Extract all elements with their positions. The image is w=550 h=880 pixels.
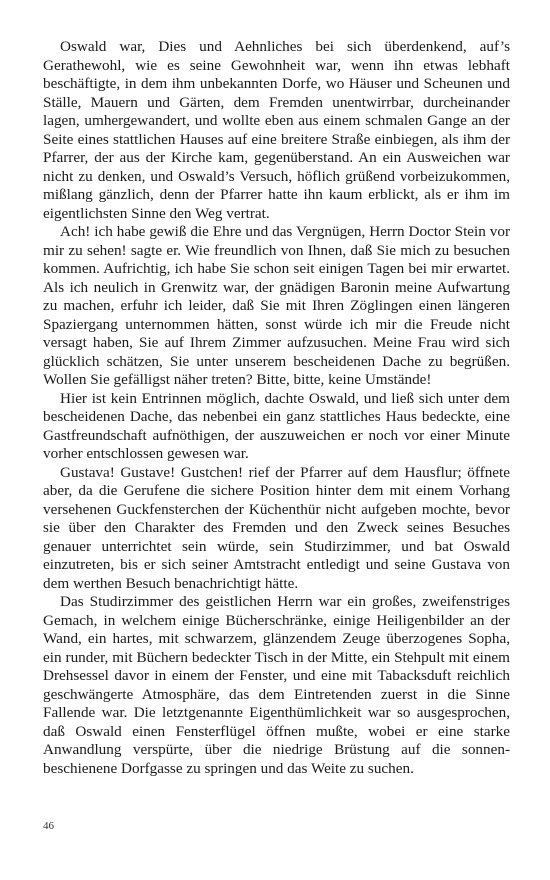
paragraph: Hier ist kein Entrinnen möglich, dachte Oswald, und ließ sich unter dem bescheidenen Dache, das nebenbei ein ganz stattliches Haus bedeckte, eine Gastfreundschaft aufnöthigen, der auszuweichen er noch vor einer Minute vorher entschlossen gewesen war.: [43, 389, 510, 462]
body-text: [43, 38, 510, 778]
paragraph: Oswald war, Dies und Aehnliches bei sich überdenkend, auf’s Gerathewohl, wie es seine Gewohnheit war, wenn ihn etwas lebhaft beschäftigte, in dem ihm unbekannten Dorfe, wo Häuser und Scheunen und Ställe, Mauern und Gärten, dem Fremden unentwirrbar, durcheinander lagen, umhergewandert, und wollte eben aus einem schmalen Gange an der Seite eines stattlichen Hauses auf eine breitere Straße einbiegen, als ihm der Pfarrer, der aus der Kirche kam, gegenüberstand. An ein Ausweichen war nicht zu denken, und Oswald’s Versuch, höflich grüßend vorbeizukommen, mißlang gänzlich, denn der Pfarrer hatte ihn kaum erblickt, als er ihm im eigentlichsten Sinne den Weg vertrat.: [43, 38, 510, 222]
page-number: 46: [43, 820, 54, 832]
paragraph: Das Studirzimmer des geistlichen Herrn war ein großes, zweifenstriges Gemach, in welchem einige Bücherschränke, einige Heiligenbilder an der Wand, ein hartes, mit schwarzem, glänzendem Zeuge überzogenes Sopha, ein runder, mit Büchern bedeckter Tisch in der Mitte, ein Stehpult mit einem Drehsessel davor in einem der Fenster, und eine mit Tabacksduft reichlich geschwängerte Atmosphäre, das dem Eintretenden zuerst in die Sinne Fallende war. Die letztgenannte Eigenthümlichkeit war so ausgesprochen, daß Oswald einen Fensterflügel öffnen mußte, wobei er eine starke Anwandlung verspürte, über die niedrige Brüstung auf die sonnenbeschienene Dorfgasse zu springen und das Weite zu suchen.: [43, 593, 510, 777]
paragraph: Ach! ich habe gewiß die Ehre und das Vergnügen, Herrn Doctor Stein vor mir zu sehen! sagte er. Wie freundlich von Ihnen, daß Sie mich zu besuchen kommen. Aufrichtig, ich habe Sie schon seit einigen Tagen bei mir erwartet. Als ich neulich in Grenwitz war, der gnädigen Baronin meine Aufwartung zu machen, erfuhr ich leider, daß Sie mit Ihren Zöglingen einen längeren Spaziergang unternommen hätten, sonst würde ich mir die Freude nicht versagt haben, Sie auf Ihrem Zimmer aufzusuchen. Meine Frau wird sich glücklich schätzen, Sie unter unserem bescheidenen Dache zu begrüßen. Wollen Sie gefälligst näher treten? Bitte, bitte, keine Umstände!: [43, 223, 510, 388]
paragraph: Gustava! Gustave! Gustchen! rief der Pfarrer auf dem Hausflur; öffnete aber, da die Gerufene die sichere Position hinter dem mit einem Vorhang versehenen Guckfensterchen der Küchenthür nicht aufgeben mochte, bevor sie über den Charakter des Fremden und den Zweck seines Besuches genauer unterrichtet sein würde, sein Studirzimmer, und bat Oswald einzutreten, bis er sich seiner Amtstracht entledigt und seine Gustava von dem werthen Besuch benachrichtigt hätte.: [43, 463, 510, 592]
